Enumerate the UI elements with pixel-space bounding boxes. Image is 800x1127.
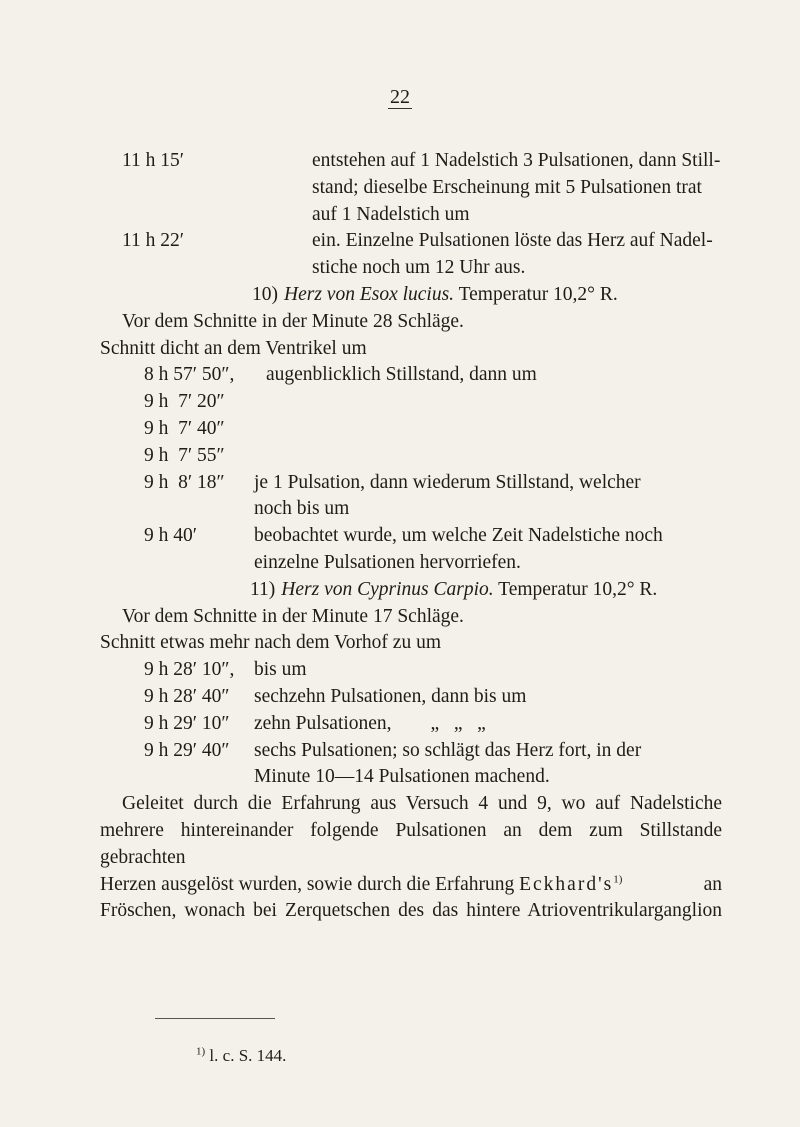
paragraph-segment xyxy=(100,872,622,899)
entry-text xyxy=(312,148,722,228)
paragraph-line xyxy=(100,872,722,899)
body-text xyxy=(100,148,722,925)
time-label: 9 h 28′ 40″ xyxy=(144,685,230,707)
time-label: 9 h 29′ 40″ xyxy=(144,739,230,761)
time-label: 9 h 28′ 10″, xyxy=(144,659,235,681)
page-number-text: 22 xyxy=(390,86,410,108)
time-row xyxy=(144,711,722,738)
time-row xyxy=(144,738,722,765)
section-title: Herz von Cyprinus Carpio. xyxy=(281,578,494,600)
text-line: Minute 10—14 Pulsationen machend. xyxy=(254,766,550,788)
time-label: 9 h 40′ xyxy=(144,525,198,547)
footnote-text: l. c. S. 144. xyxy=(209,1046,287,1065)
text-line: stand; dieselbe Erscheinung mit 5 Pulsationen trat xyxy=(312,176,702,198)
paragraph-line: Fröschen, wonach bei Zerquetschen des das hintere Atrioventrikularganglion xyxy=(100,900,722,922)
footnote xyxy=(196,1046,286,1066)
author-name: Eckhard's xyxy=(519,873,614,895)
time-text: augenblicklich Stillstand, dann um xyxy=(266,364,537,386)
section-temperature: Temperatur 10,2° R. xyxy=(458,283,618,305)
time-row xyxy=(144,523,722,577)
entry-text xyxy=(312,228,722,282)
entry-11h22 xyxy=(122,228,722,282)
time-text: sechzehn Pulsationen, dann bis um xyxy=(254,685,527,707)
text-line: Vor dem Schnitte in der Minute 17 Schläge. xyxy=(122,605,464,627)
page-number xyxy=(0,86,800,109)
text-line: stiche noch um 12 Uhr aus. xyxy=(312,257,526,279)
time-label: 9 h 8′ 18″ xyxy=(144,471,225,493)
text-line: noch bis um xyxy=(254,498,350,520)
text-line: auf 1 Nadelstich um xyxy=(312,203,470,225)
time-text: zehn Pulsationen, „ „ „ xyxy=(254,712,486,734)
paragraph-text: an xyxy=(703,873,722,895)
paragraph-line: Geleitet durch die Erfahrung aus Versuch 4 und 9, wo auf Nadelstiche xyxy=(122,793,722,815)
footnote-rule xyxy=(155,1018,275,1019)
time-label: 8 h 57′ 50″, xyxy=(144,364,235,386)
section-11-heading xyxy=(250,577,722,604)
time-label: 9 h 7′ 40″ xyxy=(144,417,225,439)
entry-11h15 xyxy=(122,148,722,228)
time-row xyxy=(144,362,722,389)
time-row xyxy=(144,684,722,711)
time-text: je 1 Pulsation, dann wiederum Stillstand, welcher xyxy=(254,471,641,493)
time-text: bis um xyxy=(254,659,307,681)
text-line: entstehen auf 1 Nadelstich 3 Pulsationen, dann Still- xyxy=(312,150,721,171)
section-title: Herz von Esox lucius. xyxy=(284,283,455,305)
text-line: beobachtet wurde, um welche Zeit Nadelstiche noch xyxy=(254,525,663,547)
time-row xyxy=(144,470,722,497)
time-label: 9 h 29′ 10″ xyxy=(144,712,230,734)
paragraph-text: Herzen ausgelöst wurden, sowie durch die Erfahrung xyxy=(100,873,515,895)
time-label: 9 h 7′ 55″ xyxy=(144,444,225,466)
time-row xyxy=(144,657,722,684)
text-line: Vor dem Schnitte in der Minute 28 Schläge. xyxy=(122,310,464,332)
text-line: einzelne Pulsationen hervorriefen. xyxy=(254,551,521,573)
paragraph-line: mehrere hintereinander folgende Pulsationen an dem zum Stillstande gebrachten xyxy=(100,819,722,868)
footnote-marker: 1) xyxy=(613,873,623,886)
section-number: 11) xyxy=(250,578,276,600)
section-10-heading xyxy=(252,282,722,309)
text-line: Schnitt dicht an dem Ventrikel um xyxy=(100,337,367,359)
entry-text xyxy=(254,523,722,577)
text-line: ein. Einzelne Pulsationen löste das Herz auf Nadel- xyxy=(312,230,713,252)
section-temperature: Temperatur 10,2° R. xyxy=(498,578,658,600)
time-label: 11 h 22′ xyxy=(122,230,185,252)
time-label: 9 h 7′ 20″ xyxy=(144,391,225,413)
time-label: 11 h 15′ xyxy=(122,150,185,171)
footnote-marker: 1) xyxy=(196,1045,206,1058)
text-line: Schnitt etwas mehr nach dem Vorhof zu um xyxy=(100,632,442,654)
section-number: 10) xyxy=(252,283,278,305)
time-text: sechs Pulsationen; so schlägt das Herz fort, in der xyxy=(254,739,642,761)
